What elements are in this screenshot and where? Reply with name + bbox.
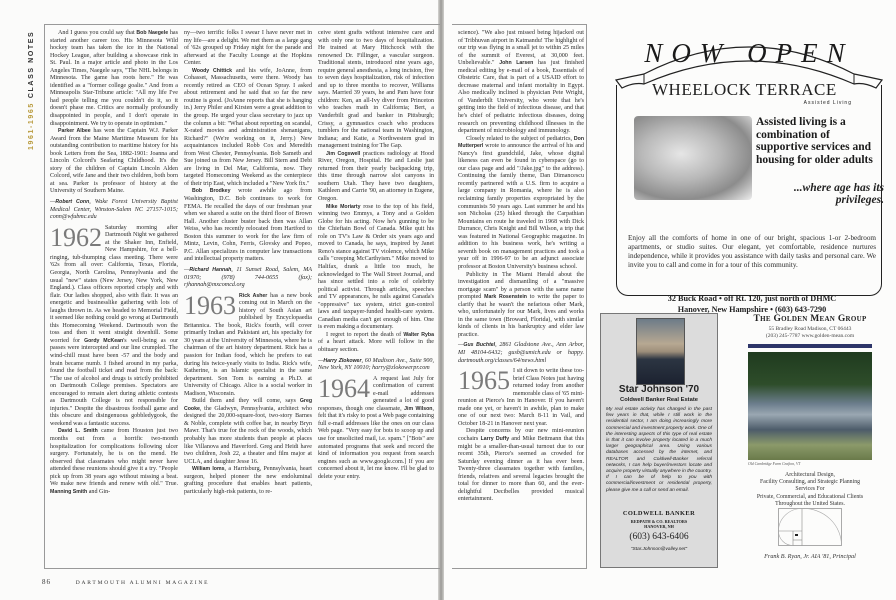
classmate-name: Jim Wilson [404,405,433,412]
class-note-paragraph: Bob Brodkey wrote awhile ago from Washington, D.C. Bob continues to work for FEMA. He recalled the days of our freshman year when we shared a suite on the third floor of Brown Hall. Another cluster buster back then was Allan Weiss, who has recently relocated from Hartford to Boston this summer to work for the law firm of Mintz, Levin, Cohn, Ferris, Glovsky and Popeo, P.C. Allan specializes in computer law transactions and intellectual property matters. [184,188,312,263]
classmate-name: Jim Cogswell [326,150,361,157]
star-johnson-ad [600,313,718,568]
women-photo [634,116,752,200]
firm-name: The Golden Mean Group [753,314,867,324]
magazine-name: DARTMOUTH ALUMNI MAGAZINE [75,580,210,586]
class-note-paragraph: David L. Smith came from Houston just two months out from a horrific two-month hospitalization for complications following ulcer surgery. Fortunately, he is on the mend. He observed that classmates who might never have attended these reunions should give it a try. "People pick up from 38 years ago without missing a beat. We make new friends and renew with old." True. Manning Smith and Gin- [50,428,178,495]
ad-tagline-italic: ...where age has its privileges. [793,182,884,206]
firm-street: 55 Bradley Road Madison, CT 06443 [768,326,852,332]
agent-email: "Star.Johnson@valley.net" [630,547,688,552]
agent-company: Coldwell Banker Real Estate [620,397,698,403]
wheelock-terrace-ad [604,30,892,314]
classmate-name: Manning Smith [50,488,88,495]
class-note-paragraph: ceive stent grafts without intensive care and with only one to two days of hospitalization. He trained at Mary Hitchcock with the renowned Dr. Fillinger, a vascular surgeon. Traditional stents, introduced nine years ago, require general anesthesia, a long incision, five to seven days hospitalization, risk of infection and up to three months to recover, Williams says. Married 39 years, he and Pam have four children: Ken, an all-Ivy diver from Princeton who teaches math in California; Bert, a Vanderbilt grad and banker in Pittsburgh; Crissy, a gymnastics coach who produces tumblers for the national team in Washington, Indiana; and Katie, a Northwestern grad in management training for The Gap. [318,30,434,150]
address-line-2: Hanover, New Hampshire • (603) 643-7290 [677,304,827,314]
class-year-heading: 1964 [318,373,370,403]
class-year-heading: 1963 [184,290,236,320]
firm-principal: Frank B. Ryan, Jr. AIA '81, Principal [764,553,856,560]
service-line: Facility Consulting, and Strategic Planning [760,479,860,486]
brand-name: WHEELOCK TERRACE [652,80,837,99]
correspondent-signature: —Richard Hannah, 11 Sunset Road, Salem, MA 01970; (978) 744-0655 (fax); rjhannah@mxcomcd.org [184,266,313,289]
column-1 [50,30,178,496]
firm-contact: (203) 245-7787 www.golden-mean.com [765,332,855,339]
photo-caption: Old Cambridge Farm Grafton, VT [748,462,801,466]
brokerage-sub [601,519,717,529]
class-note-paragraph: Despite concerns by our new mini-reunion cochairs Larry Duffy and Mike Bettmann that this might be a smaller-than-usual turnout due to our recent 35th, Pierce's seemed as crowded for Saturday evening dinner as it has ever been. Twenty-three classmates together with families, friends, relatives and several legacies brought the total for dinner to more than 60, and the ever-delightful Decibelles provided musical entertainment. [458,428,584,503]
classmate-name: Mike Moriarty [326,203,361,210]
golden-spiral-icon [778,508,842,546]
brokerage-line-1: REDPATH & CO. REALTORS [630,519,688,524]
ad-tagline: Assisted living is a combination of supportive services and housing for older adults [756,116,873,166]
section-tab [28,30,42,150]
class-note-paragraph: Publicity in The Miami Herald about the investigation and dismantling of a "massive mortgage scam" by a person with the same name prompted Mark Rosenstein to write the paper to clarify that he wasn't the nefarious other Mark, who, unfortunately for our Mark, lives and works in the same town (Broward, Florida), with similar kinds of clients in his bankruptcy and elder law practice. [458,271,584,338]
classmate-name: Rick Asher [239,292,268,299]
service-line: Services For [795,486,825,493]
class-note-paragraph: science). "We also just missed being hijacked out of Tribhuvan airport in Katmandu! The highlight of our trip was flying in a small jet to within 25 miles of the summit of Everest, at 30,000 feet. Unbelievable." John Larsen has just finished medical editing by e-mail of a book, Essentials of Obstetric Care, that is part of a USAID effort to decrease maternal and infant mortality in Egypt. Also medically inclined is physician Pete Wright, of Vanderbilt University, who wrote that he's getting into the field of infectious disease, and that he's chief of pediatric infectious diseases, doing research on preventing childhood illnesses in the department of microbiology and immunology. [458,30,584,135]
class-note-paragraph: William Ioms, a Harrisburg, Pennsylvania, heart surgeon, helped pioneer the new endoluminal grafting procedure that enables heart patients, particularly high-risk patients, to re- [184,466,312,495]
firm-services [726,472,894,508]
correspondent-signature: —Gus Buchtel, 2861 Gladstone Ave., Ann Arbor, MI 48104-6432; gusb@umich.edu or happy. dartmouth.org/classes/64/news.html [458,342,584,364]
correspondent-signature: —Robert Conn, Wake Forest University Baptist Medical Center, Winston-Salem NC 27157-1015; conn@wfubmc.edu [50,199,178,221]
class-note-paragraph: 1962 Saturday morning after Dartmouth Night we gathered at the Shaker Inn, Enfield, New Hampshire, for a bell-ringing, tub-thumping class meeting. There were '62s from all over: California, Texas, Florida, Georgia, North Carolina, Pennsylvania and the usual "new" states (New Jersey, New York, New England.). Class officers reported crisply and with flair. Our ladies shopped, also with flair. It was an energetic and businesslike gathering with lots of laughs thrown in. As we headed to Memorial Field, it seemed like nothing could go wrong at Dartmouth this Homecoming Weekend. Dartmouth won the toss and then it went straight downhill. Some worried for Gordy McKean's well-being as our passes were intercepted and our line crumpled. The wind-chill must have been -57 and the body and brain became numb. I fished around in my parka, found the football ticket and read from the back: "The use of alcohol and drugs is strictly prohibited on Dartmouth College premises. Spectators are encouraged to remain alert during athletic contests as Dartmouth College is not responsible for injuries." Despite the disastrous football game and this obscure and disingenuous gobbledygook, the weekend was a fantastic success. [50,222,178,427]
class-year-heading: 1965 [458,366,510,396]
classmate-name: Gus Buchtel [463,342,496,349]
brand-subtitle: Assisted Living [803,100,852,106]
classmate-name: Bob Naegele [136,30,169,36]
column-4 [458,30,584,504]
classmate-name: Robert Conn [55,199,90,206]
classmate-name: Richard Hannah [189,266,232,273]
classmate-name: Woody Chittick [192,67,233,74]
service-line: Architectural Design, [785,472,835,478]
classmate-name: Parker Albee [58,128,91,135]
section-label: CLASS NOTES [28,30,35,99]
class-note-paragraph: 1965 I sit down to write these too-brief Class Notes just having returned today from another memorable class of '65 mini-reunion at Pierce's Inn in Hanover. If you haven't made one yet, or haven't in awhile, plan to make one of our next two: March 8-11 in Vail, and October 18-21 in Hanover next year. [458,366,584,427]
classmate-name: Don Mutterperl [458,135,584,150]
column-2 [184,30,312,496]
classmate-name: Mark Rosenstein [484,294,527,301]
classmate-name: Greg Cooke [184,398,312,412]
service-line: Private, Commercial, and Educational Clients [756,493,864,500]
class-note-paragraph: Mike Moriarty rose to the top of his field, winning two Emmys, a Tony and a Golden Globe for his acting. Now he's gunning to be the Chieftain Bowl of Canada. Mike quit his role on TV's Law & Order six years ago and moved to Canada, he says, inspired by Janet Reno's stance against TV violence, which Mike calls "creeping McCarthyism." Mike moved to Halifax, drank a little too much, he acknowledged to The Wall Street Journal, and has since settled into a role of celebrity political activist. Through articles, speeches and TV appearances, he rails against Canada's "oppressive" tax system, strict gun-control laws and taxpayer-funded health-care system. Canadian media can't get enough of him. One is even making a documentary. [318,203,434,331]
classmate-name: Harry Zlokower [323,357,362,364]
service-line: Throughout the United States. [775,500,845,507]
class-note-paragraph: 1964 A request last July for confirmation of current e-mail addresses generated a lot of good responses, though one classmate, Jim Wilson, felt that it's risky to post a Web page containing full e-mail addresses like the ones on our class Web page. "Very easy for bots to scoop up and use for unsolicited mail, i.e. spam." ["Bots" are automated programs that seek and record the kind of information you request from search engines such as www.google.com.] If you are concerned about it, let me know. I'll be glad to delete your entry. [318,373,434,480]
column-3 [318,30,434,481]
class-note-paragraph: Build them and they will come, says Greg Cooke, the Gladwyn, Pennsylvania, architect who designed the 20,000-square-foot, two-story Barnes & Noble, complete with coffee bar, in nearby Bryn Mawr. That's true for the rock of the woods, which probably has more students than people at places like Villanova and Haverford. Greg and Heidi have two children, Josh 22, a theater and film major at UCLA, and daughter Jesse 16. [184,398,312,465]
classmate-name: Walter Ryba [403,331,434,338]
page-number: 86 [42,578,51,586]
golden-mean-ad [726,310,894,570]
ad-body: Enjoy all the comforts of home in one of our bright, spacious 1-or 2-bedroom apartments, or studio suites. Our elegant, yet comfortable, residence nurtures independence, while it provides you assistance with daily tasks and personal care. We invite you to call and come in for a tour of this community. [628,234,876,269]
wheelock-brand [652,80,852,106]
classmate-name: Bob Brodkey [192,188,231,195]
section-years: 1961-1965 [28,102,35,150]
class-year-heading: 1962 [50,222,102,252]
classmate-name: David L. Smith [58,428,98,435]
classmate-name: Larry Duffy [480,435,510,442]
building-photo [748,352,872,460]
class-note-paragraph: ny—two terrific folks I swear I have never met in my life—are a delight. We met them as a large gang of '62s grouped up Friday night for the parade and afterward at the Faculty Lounge at the Hopkins Center. [184,30,312,67]
agent-phone: (603) 643-6406 [629,532,689,542]
class-note-paragraph: Woody Chittick and his wife, JoAnne, from Cohasset, Massachusetts, were there. Woody has recently retired as CEO of Ocean Spray. I asked about retirement and he said that so far the new routine is good. (JoAnne reports that she is hanging in.) Jerry Philer and Kirsten were a great addition to the group. He urged your class secretary to jazz up the column a bit: "What about reporting on scandal, X-rated movies and administration shenanigans, Richard?" (We're working on it, Jerry.) New acquaintances included Robb Cox and Meredith from West Chester, Pennsylvania. Bob Sametb and Sue joined us from New Jersey. Bill Stern and Debi are living in Del Mar, California, now. They targeted Homecoming Weekend as the centerpiece of their trip East, which included a "New York fix." [184,67,312,187]
brokerage-line-2: HANOVER, NH [644,524,674,529]
class-note-paragraph: Jim Cogswell practices radiology at Hood River, Oregon, Hospital. He and Leslie just returned from their yearly backpacking trip, this time through narrow slot canyons in southern Utah. They have two daughters, Kathleen and Carrie '90, an attorney in Eugene, Oregon. [318,150,434,203]
accent-bar [748,344,872,348]
portrait-photo [636,318,685,385]
page-footer [42,578,209,586]
agent-body: My real estate activity has changed in the past few years in that, while I still work in the residential sector, I am doing increasingly more commercial and investment property work. One of the interesting aspects of this type of real estate is that it can involve property located in a much larger geographical area. Using various databases accessed by the internet, and REALTOR and Coldwell-Banker referral networks, I can help buyer/investors locate and acquire property virtually anywhere in the country. If I can be of help to you with commercial/investment or residential property, please give me a call or send an email. [606,407,712,493]
class-note-paragraph: Parker Albee has won the Captain W.J. Parker Award from the Maine Maritime Museum for his outstanding contribution to maritime history for his book Letters from the Sea, 1882-1901: Joanna and Lincoln Colcord's Seafaring Childhood. It's the story of the children of Captain Lincoln Alden Colcord, wife Jane and their two children, both born at sea. Parker is professor of history at the University of Southern Maine. [50,128,179,195]
classmate-name: John Larsen [499,60,534,67]
classmate-name: William Ioms [192,466,225,473]
address-line-1: 32 Buck Road • off Rt. 120, just north of DHMC [667,294,837,303]
correspondent-signature: —Harry Zlokower, 60 Madison Ave., Suite 900, New York, NY 10010; harry@zlokowerpr.com [318,357,434,372]
brokerage-name: COLDWELL BANKER [622,510,696,517]
classmate-name: Gordy McKean [84,337,124,344]
class-note-paragraph: And I guess you could say that Bob Naegele has started another career too. His Minnesota Wild hockey team has taken the ice in the National Hockey League, after building a showcase rink in St. Paul. In a major article and photo in the Los Angeles Times, Naegele says, "The NHL belongs in Minnesota. The game has roots here." He was identified as a "former college goalie." And from a Minneapolis Star-Tribune article: "All my life I've had people telling me you couldn't do it, so it doesn't phase me. Critics are normally profoundly disappointed in people, and I don't operate in disappointment. We try to operate in optimism." [50,30,178,127]
agent-name: Star Johnson '70 [618,384,700,395]
class-note-paragraph: 1963 Rick Asher has a new book coming out in March on the history of South Asian art published by Encyclopaedia Britannica. The book, Rick's fourth, will cover primarily Indian and Pakistani art, his specialty for 30 years at the University of Minnesota, where he is chairman of the art history department. Rick has a passion for Indian food, which he prefers to eat during his twice-yearly visits to India. Rick's wife, Katherine, is an Islamic specialist in the same department. Son Tom is earning a Ph.D. at University of Chicago. Alice is a social worker in Madison, Wisconsin. [184,290,312,397]
class-note-paragraph: Closely related to the subject of pediatrics, Don Mutterperl wrote to announce the arrival of his and Nancy's first grandchild, Jake, whose digital likeness can even be found in cyberspace (go to our class page and add "/Jake.jpg" to the address). Continuing the family theme, Dan Dimancescu recently partnered with a U.S. firm to acquire a large company in Romania, where he is also reclaiming family properties expropriated by the communists 50 years ago. Last summer he and his son Nicholas (25) hiked through the Carpathian Mountains en route he traveled in 1968 with Dick Durrance, Chris Knight and Bill Wilson, a trip that was featured in National Geographic magazine. In addition to his business work, he's writing a seventh book on management practices and took a year off in 1996-97 to be an adjunct associate professor at Boston University's business school. [458,135,584,270]
class-note-paragraph: I regret to report the death of Walter Ryba of a heart attack. More will follow in the obituary section. [318,331,434,353]
now-open-banner: NOW OPEN [644,38,854,68]
firm-address [726,326,894,339]
